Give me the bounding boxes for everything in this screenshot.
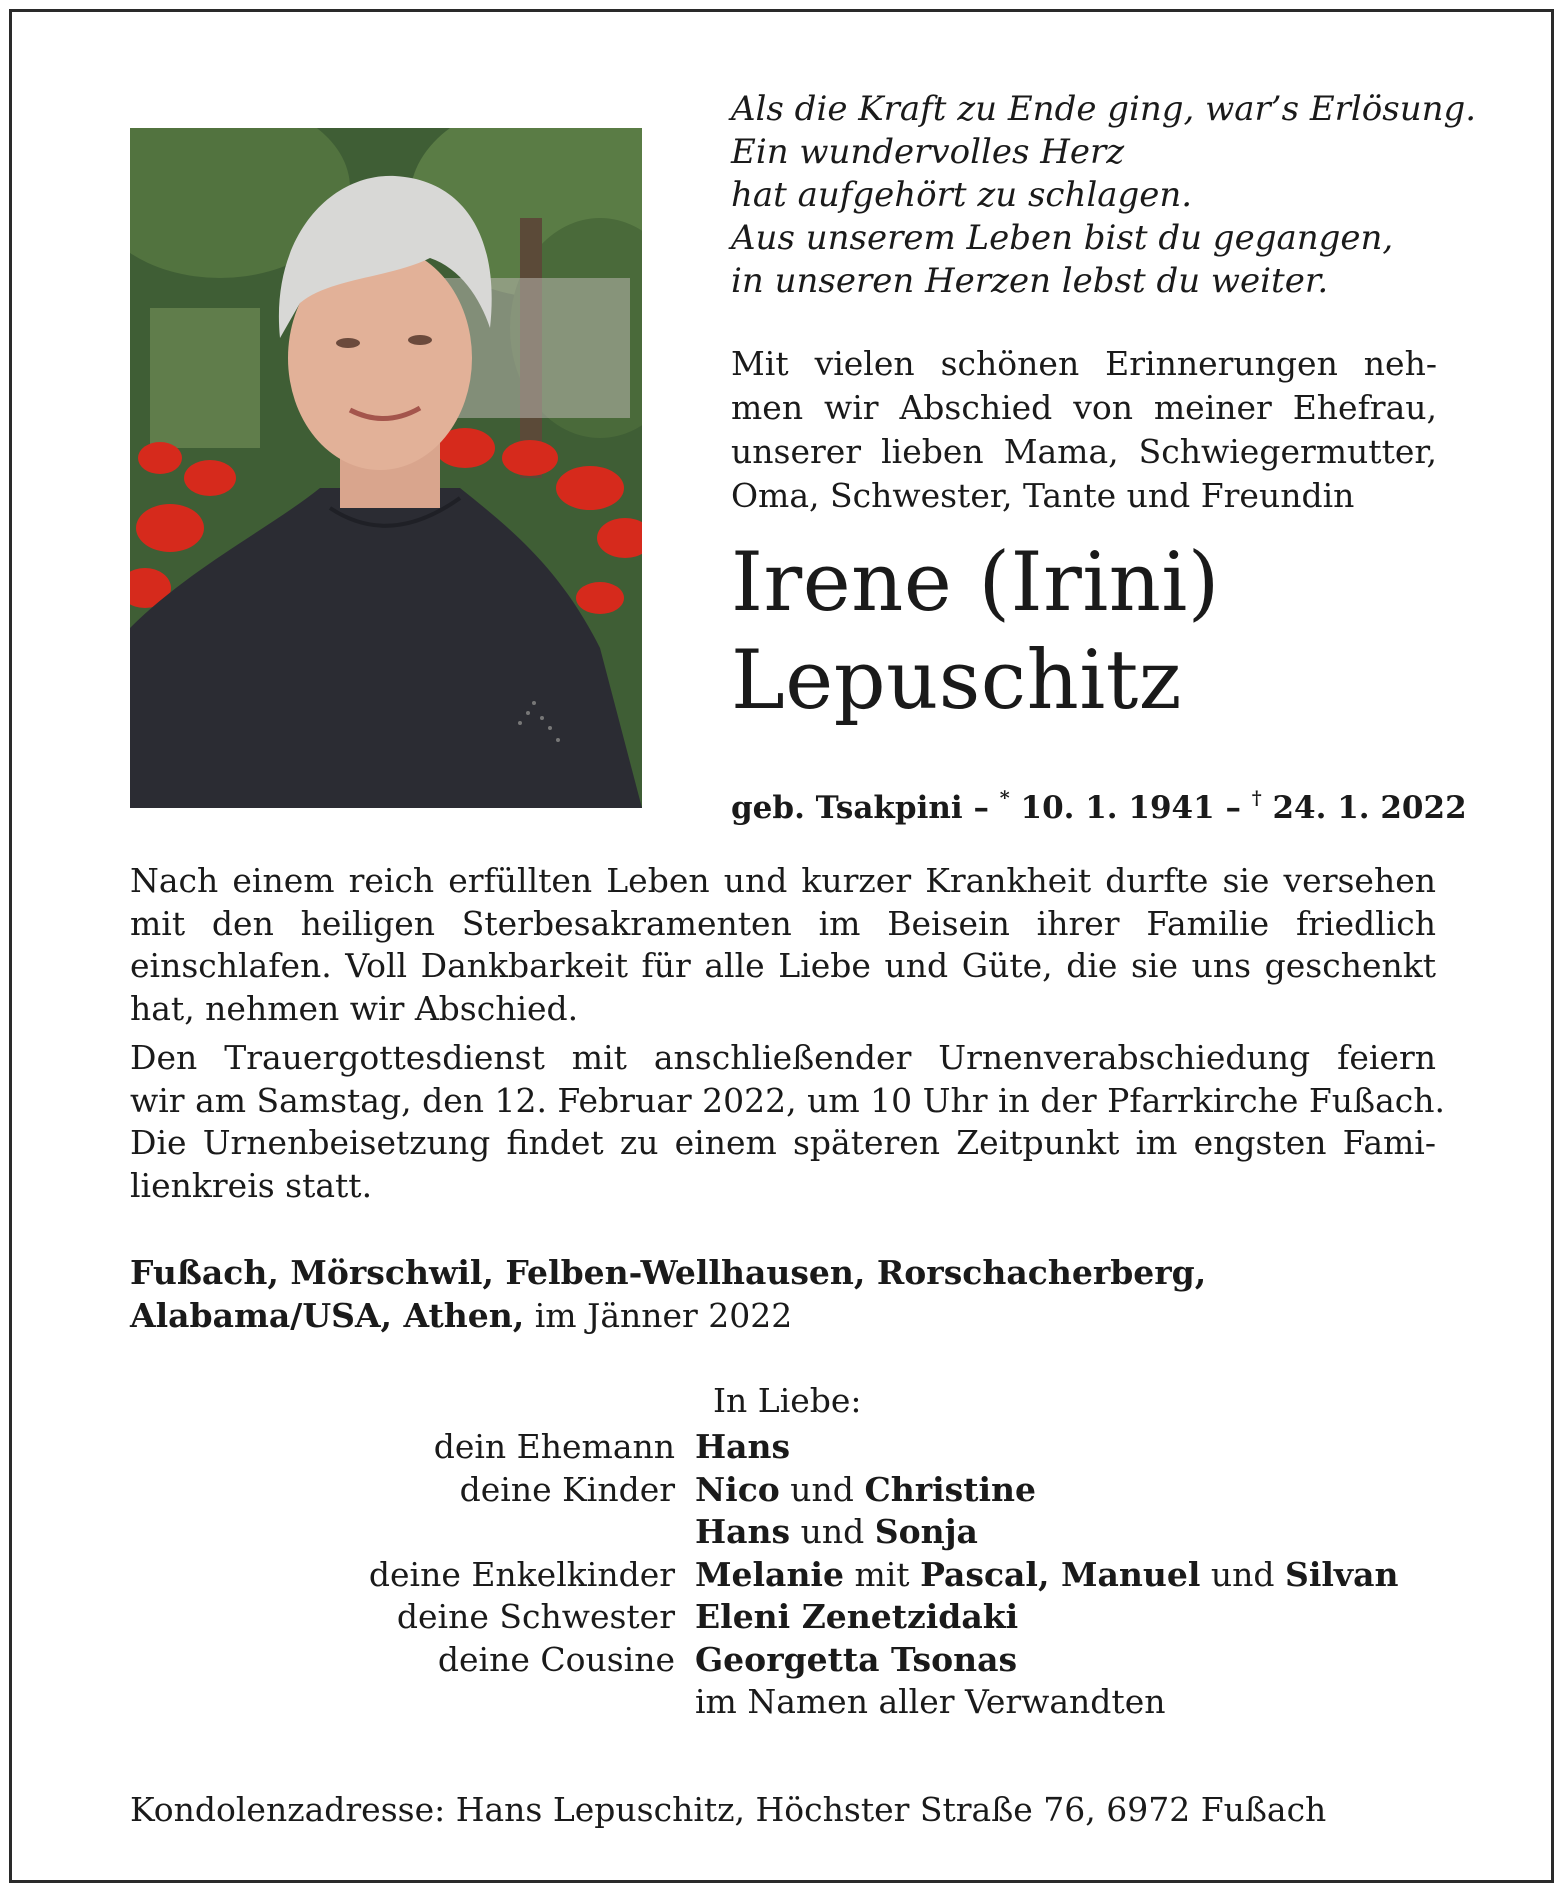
name-line-1: Irene (Irini) bbox=[731, 536, 1220, 630]
relation-label: deine Kinder bbox=[459, 1469, 675, 1509]
body-line: einschlafen. Voll Dankbarkeit für alle Liebe und Güte, die sie uns geschenkt bbox=[130, 946, 1436, 985]
mourner-names bbox=[695, 1681, 1165, 1724]
mourner-names bbox=[695, 1596, 1018, 1639]
mourners-list bbox=[290, 1426, 1398, 1724]
mourner-name: Hans bbox=[695, 1427, 791, 1466]
intro-line: men wir Abschied von meiner Ehefrau, bbox=[731, 388, 1437, 427]
mourner-row bbox=[290, 1511, 1398, 1554]
died-mark: † bbox=[1251, 787, 1262, 809]
mourner-row bbox=[290, 1426, 1398, 1469]
mourner-names bbox=[695, 1639, 1017, 1682]
born-mark: * bbox=[999, 787, 1010, 809]
mourner-names bbox=[695, 1469, 1036, 1512]
month-year: im Jänner 2022 bbox=[524, 1296, 793, 1335]
condolence-address: Kondolenzadresse: Hans Lepuschitz, Höchster Straße 76, 6972 Fußach bbox=[130, 1790, 1327, 1829]
birth-date: 10. 1. 1941 bbox=[1009, 790, 1215, 826]
intro-line: Mit vielen schönen Erinnerungen neh- bbox=[731, 344, 1437, 383]
connector-text: und bbox=[779, 1469, 865, 1509]
deceased-name bbox=[731, 534, 1220, 730]
relation-label: deine Enkelkinder bbox=[368, 1554, 675, 1594]
relation-label: deine Cousine bbox=[437, 1639, 675, 1679]
mourner-row bbox=[290, 1596, 1398, 1639]
name-line-2: Lepuschitz bbox=[731, 634, 1182, 728]
relation-label bbox=[290, 1511, 695, 1554]
poem-line: in unseren Herzen lebst du weiter. bbox=[731, 261, 1329, 301]
poem-line: Ein wundervolles Herz bbox=[731, 132, 1125, 172]
poem-line: Als die Kraft zu Ende ging, war’s Erlösung. bbox=[731, 89, 1477, 129]
body-line: lienkreis statt. bbox=[130, 1165, 373, 1205]
body-line: Nach einem reich erfüllten Leben und kurzer Krankheit durfte sie versehen bbox=[130, 861, 1436, 900]
body-line: Die Urnenbeisetzung findet zu einem späteren Zeitpunkt im engsten Fami- bbox=[130, 1123, 1436, 1162]
mourner-name: Pascal, Manuel bbox=[920, 1554, 1201, 1594]
body-line: Den Trauergottesdienst mit anschließender Urnenverabschiedung feiern bbox=[130, 1038, 1436, 1077]
mourner-name: Melanie bbox=[695, 1554, 844, 1594]
mourner-names bbox=[695, 1554, 1398, 1597]
mourner-name: Sonja bbox=[874, 1512, 978, 1551]
dates-separator: – bbox=[1214, 790, 1252, 826]
mourner-row bbox=[290, 1469, 1398, 1512]
dates-separator: – bbox=[962, 790, 1000, 826]
places-line-2: Alabama/USA, Athen, bbox=[130, 1296, 525, 1335]
intro-line: unserer lieben Mama, Schwiegermutter, bbox=[731, 432, 1437, 471]
poem-line: hat aufgehört zu schlagen. bbox=[731, 175, 1193, 215]
connector-text: im Namen aller Verwandten bbox=[695, 1682, 1166, 1721]
portrait-illustration bbox=[130, 128, 642, 808]
farewell-intro bbox=[731, 342, 1437, 518]
mourner-names bbox=[695, 1511, 978, 1554]
places-line-1: Fußach, Mörschwil, Felben-Wellhausen, Rorschacherberg, bbox=[130, 1253, 1207, 1292]
poem-verse bbox=[731, 88, 1491, 303]
in-liebe-label: In Liebe: bbox=[713, 1381, 862, 1420]
relation-label: deine Schwester bbox=[396, 1597, 675, 1636]
mourner-row bbox=[290, 1554, 1398, 1597]
death-date: 24. 1. 2022 bbox=[1261, 790, 1467, 826]
connector-text: mit bbox=[843, 1554, 921, 1594]
life-dates bbox=[731, 776, 1467, 830]
body-line: wir am Samstag, den 12. Februar 2022, um 10 Uhr in der Pfarrkirche Fußach. bbox=[130, 1080, 1445, 1120]
mourner-name: Nico bbox=[695, 1469, 780, 1509]
relation-label bbox=[290, 1681, 695, 1724]
mourner-names bbox=[695, 1426, 790, 1469]
maiden-name: geb. Tsakpini bbox=[731, 790, 963, 826]
mourner-name: Eleni Zenetzidaki bbox=[695, 1597, 1019, 1636]
poem-line: Aus unserem Leben bist du gegangen, bbox=[731, 218, 1394, 258]
intro-line: Oma, Schwester, Tante und Freundin bbox=[731, 476, 1355, 515]
mourner-row bbox=[290, 1639, 1398, 1682]
connector-text: und bbox=[1200, 1554, 1285, 1594]
notice-body bbox=[130, 860, 1445, 1207]
mourner-name: Hans bbox=[695, 1512, 791, 1551]
mourner-name: Georgetta Tsonas bbox=[695, 1639, 1018, 1679]
mourner-row bbox=[290, 1681, 1398, 1724]
mourner-name: Christine bbox=[864, 1469, 1036, 1509]
places-and-date bbox=[130, 1251, 1206, 1337]
connector-text: und bbox=[790, 1512, 875, 1551]
portrait-photo bbox=[130, 128, 642, 808]
body-line: hat, nehmen wir Abschied. bbox=[130, 988, 579, 1028]
mourner-name: Silvan bbox=[1285, 1554, 1399, 1594]
body-line: mit den heiligen Sterbesakramenten im Beisein ihrer Familie friedlich bbox=[130, 903, 1436, 943]
relation-label: dein Ehemann bbox=[433, 1427, 675, 1466]
